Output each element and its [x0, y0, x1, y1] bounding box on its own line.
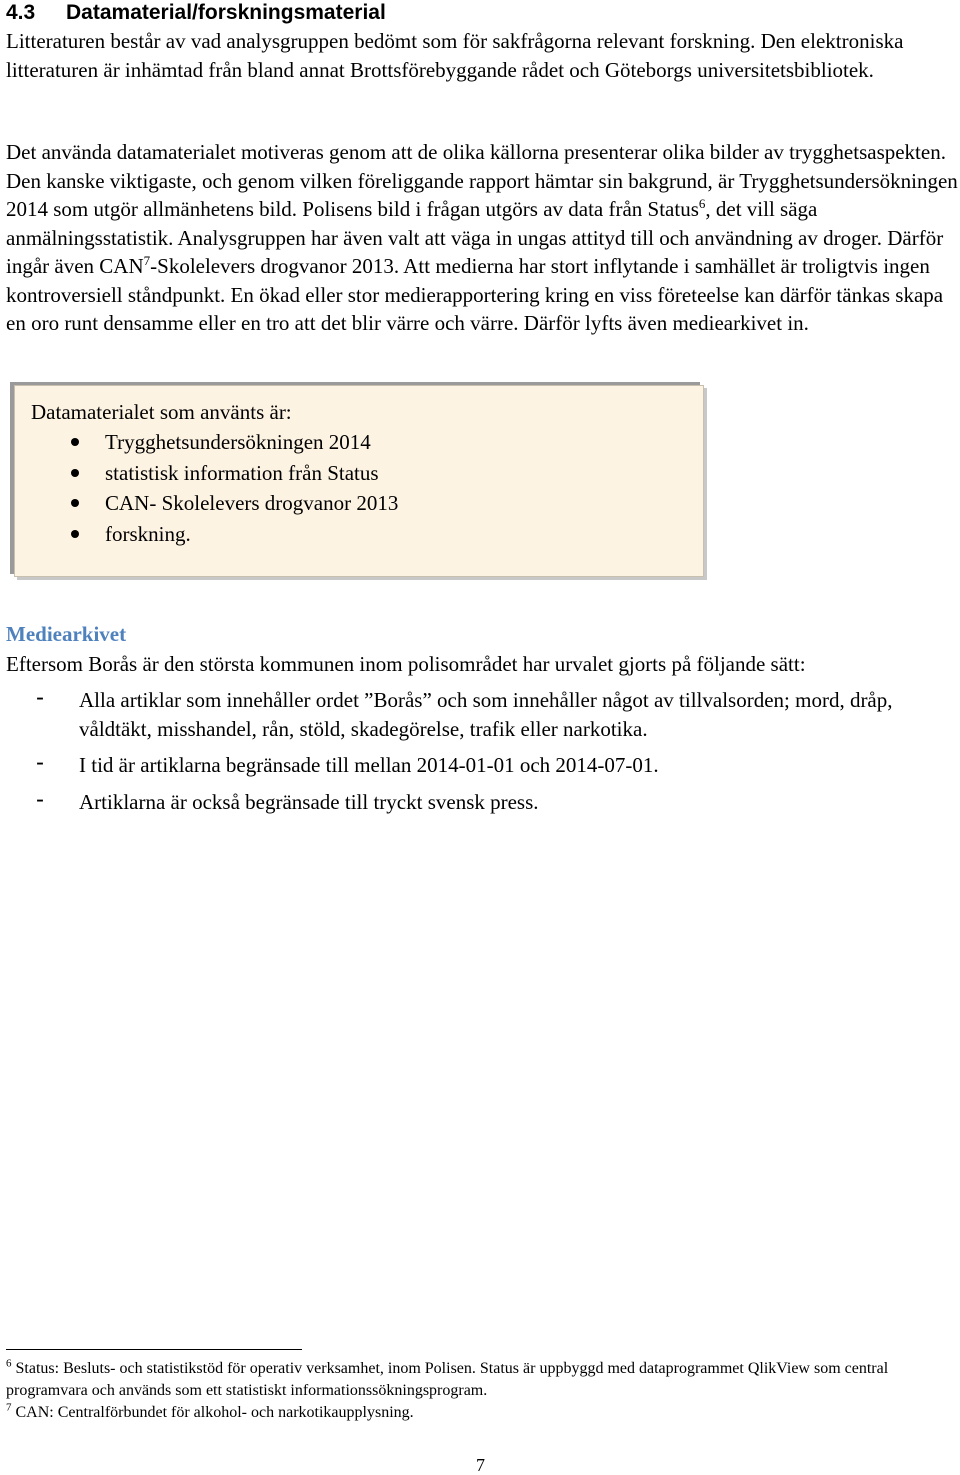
list-item — [6, 751, 958, 780]
paragraph-text-part: Det använda datamaterialet motiveras genom att de olika källorna presenterar olika bilder av trygghetsaspekten. Den kanske viktigaste, och genom vilken föreliggande rapport hämtar sin bakgrund, är Trygghetsundersökningen 2014 som utgör allmänhetens bild. Polisens bild i frågan utgörs av data från Status — [6, 140, 958, 221]
dash-bullet-icon: - — [36, 749, 44, 776]
list-item-text: I tid är artiklarna begränsade till mellan 2014-01-01 och 2014-07-01. — [79, 753, 659, 777]
list-item-text: Alla artiklar som innehåller ordet ”Borås” och som innehåller något av tillvalsorden; mord, dråp, våldtäkt, misshandel, rån, stöld, skadegörelse, trafik eller narkotika. — [79, 688, 893, 741]
footnote-number: 6 — [6, 1357, 12, 1370]
list-item-text: CAN- Skolelevers drogvanor 2013 — [105, 491, 399, 515]
section-title: Datamaterial/forskningsmaterial — [66, 1, 386, 24]
paragraph-selection-intro: Eftersom Borås är den största kommunen inom polisområdet har urvalet gjorts på följande sätt: — [6, 652, 806, 676]
footnote-ref-7[interactable]: 7 — [143, 253, 151, 268]
box-list — [15, 428, 398, 550]
bullet-icon — [71, 469, 79, 477]
selection-criteria-list — [6, 686, 958, 824]
bullet-icon — [71, 438, 79, 446]
list-item — [6, 785, 958, 817]
page-number: 7 — [476, 1455, 485, 1475]
box-title: Datamaterialet som använts är: — [31, 400, 292, 424]
list-item-text: Trygghetsundersökningen 2014 — [105, 430, 371, 454]
paragraph-text-part: -Skolelevers drogvanor 2013. Att medierna har stort inflytande i samhället är troligtvis ingen kontroversiell ståndpunkt. En ökad eller stor medierapportering kring en viss företeelse kan därför tänkas skapa en oro runt densamme eller en tro att det blir värre och värre. Därför lyfts även mediearkivet in. — [6, 254, 944, 335]
list-item — [15, 428, 398, 459]
dash-bullet-icon: - — [36, 785, 44, 813]
paragraph-text-part: , det vill säga anmälningsstatistik. Analysgruppen har även valt att väga in ungas attityd till och användning av droger. Därför ingår även CAN — [6, 197, 944, 278]
footnote-number: 7 — [6, 1401, 12, 1414]
list-item — [6, 686, 958, 743]
bullet-icon — [71, 530, 79, 538]
list-item-text: forskning. — [105, 521, 191, 546]
list-item — [15, 459, 398, 490]
footnotes — [6, 1358, 958, 1424]
footnote-text: Status: Besluts- och statistikstöd för operativ verksamhet, inom Polisen. Status är uppbyggd med dataprogrammet QlikView som central programvara och används som ett statistiskt informationssökningsprogram. — [6, 1360, 889, 1399]
data-material-box — [14, 385, 704, 577]
dash-bullet-icon: - — [36, 684, 44, 711]
list-item-text: statistisk information från Status — [105, 460, 379, 485]
footnote-text: CAN: Centralförbundet för alkohol- och narkotikaupplysning. — [11, 1404, 414, 1421]
section-number: 4.3 — [6, 1, 36, 24]
footnote-6 — [6, 1358, 958, 1402]
paragraph-data-motivation — [6, 138, 958, 338]
footnote-7 — [6, 1402, 958, 1424]
subsection-title: Mediearkivet — [6, 622, 127, 646]
list-item — [15, 489, 398, 520]
footnote-separator — [6, 1349, 302, 1350]
footnote-ref-6[interactable]: 6 — [698, 196, 706, 211]
list-item-text: Artiklarna är också begränsade till tryckt svensk press. — [79, 789, 539, 814]
paragraph-literature: Litteraturen består av vad analysgruppen bedömt som för sakfrågorna relevant forskning. Den elektroniska litteraturen är inhämtad från bland annat Brottsförebyggande rådet och Göteborgs universitetsbibliotek. — [6, 29, 904, 82]
bullet-icon — [71, 499, 79, 507]
section-heading — [6, 0, 386, 26]
list-item — [15, 520, 398, 551]
